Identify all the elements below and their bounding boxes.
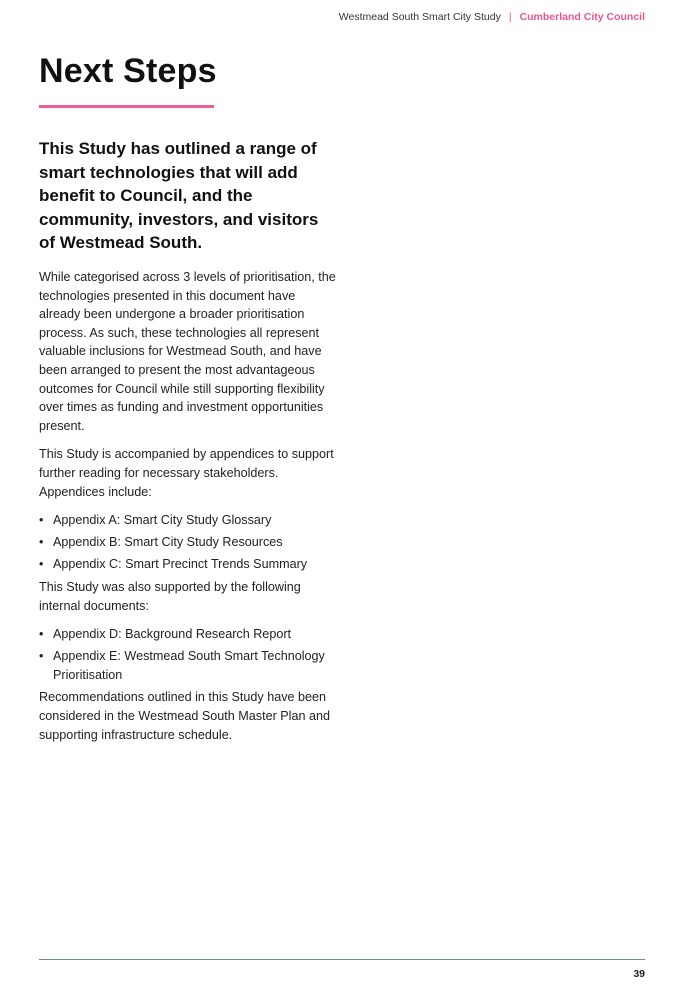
list-item: • Appendix A: Smart City Study Glossary	[39, 511, 339, 530]
body-text	[39, 268, 339, 754]
list-item: • Appendix E: Westmead South Smart Technology Prioritisation	[39, 647, 339, 684]
footer-divider	[39, 959, 645, 960]
list-item: • Appendix C: Smart Precinct Trends Summary	[39, 555, 339, 574]
header-study-title: Westmead South Smart City Study	[338, 11, 501, 23]
appendices-list	[39, 511, 339, 574]
header-separator: |	[508, 11, 512, 23]
running-header	[339, 11, 645, 23]
header-council-name: Cumberland City Council	[519, 11, 645, 23]
paragraph-prioritisation: While categorised across 3 levels of prioritisation, the technologies presented in this document have already been undergone a broader prioritisation process. As such, these technologies all represent valuable inclusions for Westmead South, and have been arranged to present the most advantageous outcomes for Council while still supporting flexibility over times as funding and investment opportunities present.	[39, 270, 336, 433]
list-item: • Appendix D: Background Research Report	[39, 625, 339, 644]
paragraph-appendices-intro: This Study is accompanied by appendices to support further reading for necessary stakeholders. Appendices include:	[39, 447, 334, 499]
paragraph-recommendations: Recommendations outlined in this Study have been considered in the Westmead South Master Plan and supporting infrastructure schedule.	[39, 690, 330, 742]
intro-statement: This Study has outlined a range of smart technologies that will add benefit to Council, and the community, investors, and visitors of Westmead South.	[39, 139, 319, 252]
page-number: 39	[633, 968, 645, 980]
page-title: Next Steps	[39, 52, 217, 90]
list-item: • Appendix B: Smart City Study Resources	[39, 533, 339, 552]
internal-documents-list	[39, 625, 339, 684]
title-underline	[39, 105, 214, 108]
paragraph-internal-docs-intro: This Study was also supported by the following internal documents:	[39, 579, 301, 613]
